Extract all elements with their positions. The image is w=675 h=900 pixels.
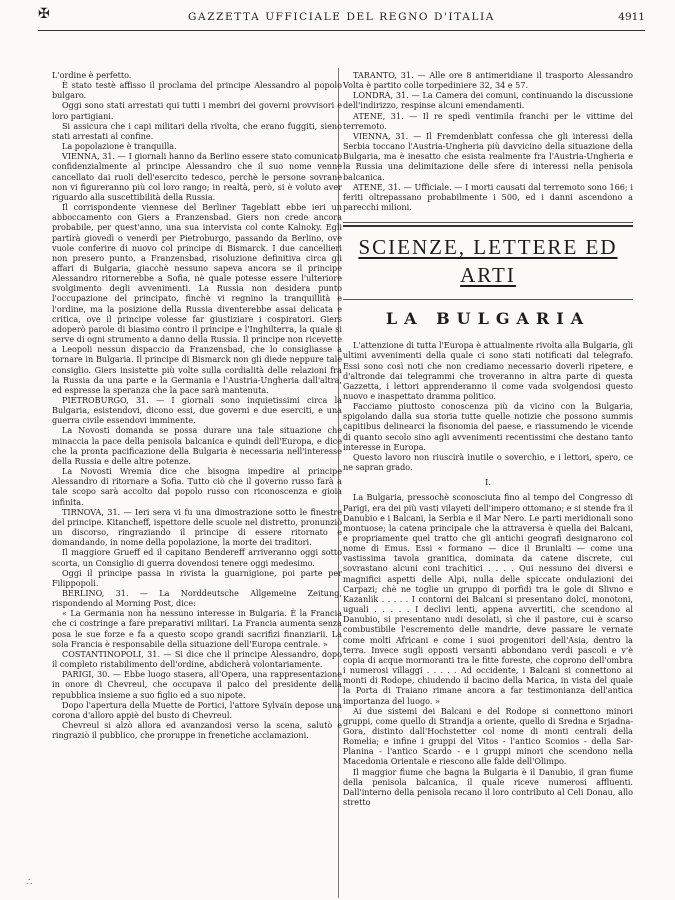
paragraph: PARIGI, 30. — Ebbe luogo stasera, all'Opera, una rappresentazione in onore di Chevreul, che occupava il palco del presidente della repubblica insieme a suo figlio ed a suo nipote. <box>52 669 342 700</box>
paragraph: COSTANTINOPOLI, 31. — Si dice che il principe Alessandro, dopo il completo ristabilimento dell'ordine, abdicherà volontariamente. <box>52 648 342 670</box>
paragraph: VIENNA, 31. — Il Fremdenblatt confessa che gli interessi della Serbia toccano l'Austria-Ungheria più davvicino della situazione della Bulgaria, ma è inesatto che esista realmente fra l'Austria-Ungheria e la Russia una delimitazione delle sfere di interessi nella penisola balcanica. <box>343 130 633 182</box>
paragraph: TARANTO, 31. — Alle ore 8 antimeridiane il trasporto Alessandro Volta è partito colle torpediniere 32, 34 e 57. <box>343 70 633 91</box>
article-part-number: I. <box>484 478 492 489</box>
paragraph: Si assicura che i capi militari della rivolta, che erano fuggiti, sieno stati arrestati al confine. <box>52 120 342 141</box>
paragraph: La Bulgaria, pressochè sconosciuta fino al tempo del Congresso di Parigi, era dei più vasti vilayeti dell'impero ottomano; e si stende fra il Danubio e i Balcani, la Serbia e il Mar Nero. Le parti meridionali sono montuose; la catena principale che la attraversa è quella dei Balcani, e propriamente quel tratto che gli antichi geografi designarono col nome di Emus. Essi « formano — dice il Brunialti — come una vastissima tavola granitica, dominata da catene discrete, cui sovrastano alcuni coni trachitici . . . . Qui nessuno dei diversi e magnifici aspetti delle Alpi, nulla delle spiccate ondulazioni dei Carpazi; chè ne toglie un gruppo di porfidi tra le gole di Slivno e Kazanlik . . . . . I contorni dei Balcani si presentano dolci, monotoni, uguali . . . . . I declivi lenti, appena avvertiti, che scendono al Danubio, si presentano nudi desolati, sì che il pastore, cui è scarso combustibile l'escremento delle mandrie, deve passare le vernate come molti Africani e come i suoi progenitori dell'Asia, dentro la terra. Invece sugli opposti versanti abbondano verdi pascoli e v'è copia di acque mormoranti tra le fitte foreste, che coprono dell'ombra i numerosi villaggi . . . . . Ad occidente, i Balcani si connettono ai monti di Rodope, chiudendo il bacino della Marica, in vista del quale la Porta di Traiano rimane ancora a far testimonianza dell'antica importanza del luogo. » <box>343 492 633 706</box>
paragraph: Il corrispondente viennese del Berliner Tageblatt ebbe ieri un abboccamento con Giers a Franzensbad. Giers non crede ancora probabile, per quest'anno, una sua intervista col conte Kalnoky. Egli partirà giovedì o venerdì per Pietroburgo, passando da Berlino, ove vuole conferire di nuovo col principe di Bismarck. I due cancellieri non presero punto, a Franzensbad, risoluzione definitiva circa gli affari di Bulgaria, giacchè nessuno sapeva ancora se il principe Alessandro ritornerebbe a Sofia, nè quale potesse essere l'ulteriore svolgimento degli avvenimenti. La Russia non desidera punto l'occupazione del principato, finchè vi regnino la tranquillità e l'ordine, ma la posizione della Russia diventerebbe assai delicata e critica, ove il principe volesse far giustiziare i cospiratori. Giers adoperò parole di biasimo contro il principe e l'Inghilterra, la quale si serve di ogni strumento a danno della Russia. Il principe non ricevette a Leopoli nessun dispaccio da Franzensbad, che lo consigliasse a tornare in Bulgaria. Il principe di Bismarck non gli diede neppure tale consiglio. Giers insistette più volte sulla cordialità delle relazioni fra la Russia da una parte e la Germania e l'Austria-Ungheria dall'altra, ed espresse la speranza che la pace sarà mantenuta. <box>52 202 342 395</box>
paragraph: L'ordine è perfetto. <box>52 70 132 80</box>
paragraph: È stato testè affisso il proclama del principe Alessandro al popolo bulgaro. <box>52 80 342 101</box>
paragraph: Oggi il principe passa in rivista la guarnigione, poi parte per Filippopoli. <box>52 567 342 588</box>
paragraph: Questo lavoro non riuscirà inutile o soverchio, e i lettori, spero, ce ne sapran grado. <box>343 451 633 473</box>
paragraph: PIETROBURGO, 31. — I giornali sono inquietissimi circa la Bulgaria, esistendovi, dicono essi, due governi e due eserciti, e una guerra civile essendovi imminente. <box>52 395 342 426</box>
paragraph: Facciamo piuttosto conoscenza più da vicino con la Bulgaria, spigolando dalla sua storia tutte quelle notizie che possono summis capitibus delinearci la fisonomia del paese, e riassumendo le vicende di quanto secolo sino agli avvenimenti recentissimi che destano tanto interesse in Europa. <box>343 401 633 452</box>
header-ornament-icon: ✠ <box>38 6 50 22</box>
page-number: 4911 <box>618 11 645 23</box>
paragraph: ATENE, 31. — Ufficiale. — I morti causati dal terremoto sono 166; i feriti oltrepassano probabilmente i 500, ed i danni ascendono a parecchi milioni. <box>343 181 633 213</box>
paragraph: « La Germania non ha nessuno interesse in Bulgaria. È la Francia che ci costringe a fare preparativi militari. La Francia aumenta senza posa le sue forze e fa a questo scopo grandi sacrifizi finanziarii. La sola Francia è responsabile della situazione dell'Europa centrale. » <box>52 608 342 649</box>
paragraph: ATENE, 31. — Il re spedì ventimila franchi per le vittime del terremoto. <box>343 110 633 131</box>
section-rule <box>343 222 633 223</box>
section-rule <box>343 225 633 227</box>
paragraph: BERLINO, 31. — La Norddeutsche Allgemeine Zeitung, rispondendo al Morning Post, dice: <box>52 587 342 609</box>
paragraph: La popolazione è tranquilla. <box>62 141 177 152</box>
paragraph: Il maggiore Grueff ed il capitano Bendereff arriveranno oggi sotto scorta, un Consiglio di guerra dovendosi tenere oggi medesimo. <box>52 547 342 568</box>
paragraph: L'attenzione di tutta l'Europa è attualmente rivolta alla Bulgaria, gli ultimi avvenimenti della quale ci sono stati notificati dal telegrafo. Essi sono così noti che non crediamo necessario doverli ripetere, e d'altronde dai telegrammi che troveranno in altra parte di questa Gazzetta, i lettori apprenderanno il come vada svolgendosi questo nuovo e inaspettato dramma politico. <box>343 340 633 401</box>
paragraph: Chevreul si alzò allora ed avanzandosi verso la scena, salutò e ringraziò il pubblico, che proruppe in frenetiche acclamazioni. <box>52 720 342 741</box>
footer-mark: ∴ <box>26 877 33 888</box>
newspaper-title: GAZZETTA UFFICIALE DEL REGNO D'ITALIA <box>188 11 495 23</box>
paragraph: Il maggior fiume che bagna la Bulgaria è il Danubio, il gran fiume della penisola balcanica, il quale riceve numerosi affluenti. Dall'interno della penisola recano il loro contributo al Celi Donau, allo stretto <box>343 766 633 808</box>
article-title: LA BULGARIA <box>385 309 591 329</box>
section-title: SCIENZE, LETTERE ED ARTI <box>358 235 618 288</box>
paragraph: LONDRA, 31. — La Camera dei comuni, continuando la discussione dell'indirizzo, respinse alcuni emendamenti. <box>343 90 633 111</box>
section-rule <box>343 299 633 300</box>
paragraph: La Novosti domanda se possa durare una tale situazione che minaccia la pace della penisola balcanica e quindi dell'Europa, e dice che la pronta pacificazione della Bulgaria è necessaria nell'interesse della Russia e delle altre potenze. <box>52 425 342 466</box>
left-column <box>52 70 342 892</box>
paragraph: Ai due sistemi dei Balcani e del Rodope si connettono minori gruppi, come quello di Strandja a oriente, quello di Sredna e Srjadna-Gora, distinto dall'Hochstetter col nome di monti centrali della Romelia; e infine i gruppi del Vitos - l'antico Scomios - della Sar-Planina - l'antico Scardo - e i gruppi minori che scendono nella Macedonia Orientale e riescono alle falde dell'Olimpo. <box>343 705 633 767</box>
paragraph: TIRNOVA, 31. — Ieri sera vi fu una dimostrazione sotto le finestre del principe. Kitancheff, ispettore delle scuole nel distretto, pronunziò un discorso, ringraziando il principe di essere ritornato e domandando, in nome della popolazione, la morte dei traditori. <box>52 506 342 548</box>
paragraph: Oggi sono stati arrestati qui tutti i membri dei governi provvisori e loro partigiani. <box>52 100 342 121</box>
page-header <box>38 8 645 31</box>
paragraph: Dopo l'apertura della Muette de Portici, l'attore Sylvain depose una corona d'alloro appiè del busto di Chevreul. <box>52 699 342 720</box>
right-column <box>343 70 633 900</box>
paragraph: VIENNA, 31. — I giornali hanno da Berlino essere stato comunicato confidenzialmente al principe Alessandro che il suo nome venne cancellato dai ruoli dell'esercito tedesco, perchè le persone sovrane non vi figureranno più col loro rango; in realtà, però, si è voluto aver riguardo alla suscettibilità della Russia. <box>52 151 342 202</box>
paragraph: La Novosti Wremia dice che bisogna impedire al principe Alessandro di ritornare a Sofia. Tutto ciò che il governo russo farà a tale scopo sarà accolto dal popolo russo con riconoscenza e gioia infinita. <box>52 466 342 507</box>
